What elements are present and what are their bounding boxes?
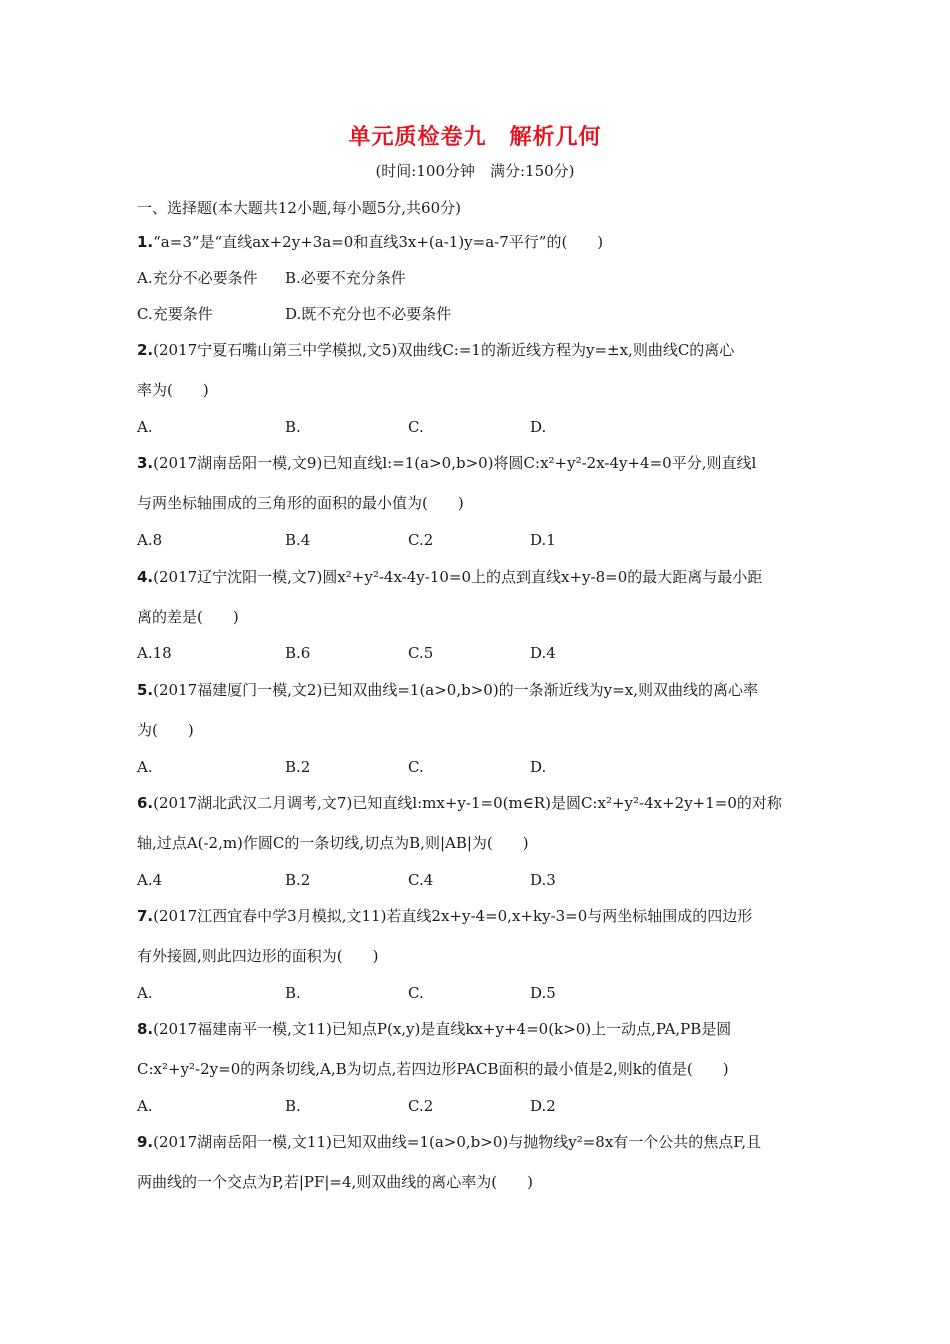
question-text: (2017辽宁沈阳一模,文7)圆x²+y²-4x-4y-10=0上的点到直线x+y-8=0的最大距离与最小距 [153, 568, 763, 586]
question-6-option-A[interactable]: A.4 [137, 871, 163, 889]
question-2-option-C[interactable]: C. [408, 418, 424, 436]
question-7-option-C[interactable]: C. [408, 984, 424, 1002]
question-1-line-1 [137, 232, 603, 252]
question-text: (2017福建厦门一模,文2)已知双曲线=1(a>0,b>0)的一条渐近线为y=x,则双曲线的离心率 [153, 681, 758, 699]
section-heading: 一、选择题(本大题共12小题,每小题5分,共60分) [137, 199, 461, 217]
question-text: 率为( ) [137, 381, 209, 399]
question-7-line-2 [137, 946, 378, 966]
question-5-option-D[interactable]: D. [530, 758, 547, 776]
question-1-option-A[interactable]: A.充分不必要条件 [137, 269, 258, 287]
question-3-line-1 [137, 453, 756, 473]
question-8-line-2 [137, 1059, 729, 1079]
question-text: 与两坐标轴围成的三角形的面积的最小值为( ) [137, 494, 464, 512]
question-3-option-C[interactable]: C.2 [408, 531, 434, 549]
question-6-line-1 [137, 793, 782, 813]
question-number: 7. [137, 907, 154, 925]
question-number: 4. [137, 568, 154, 586]
question-3-option-B[interactable]: B.4 [285, 531, 311, 549]
question-text: 离的差是( ) [137, 608, 239, 626]
question-7-option-D[interactable]: D.5 [530, 984, 556, 1002]
question-6-option-B[interactable]: B.2 [285, 871, 311, 889]
question-text: (2017江西宜春中学3月模拟,文11)若直线2x+y-4=0,x+ky-3=0与两坐标轴围成的四边形 [153, 907, 753, 925]
question-text: 为( ) [137, 721, 194, 739]
question-text: 两曲线的一个交点为P,若|PF|=4,则双曲线的离心率为( ) [137, 1173, 534, 1191]
question-7-option-A[interactable]: A. [137, 984, 153, 1002]
question-4-option-C[interactable]: C.5 [408, 644, 434, 662]
question-1-option-B[interactable]: B.必要不充分条件 [285, 269, 406, 287]
question-8-line-1 [137, 1019, 731, 1039]
question-1-option-D[interactable]: D.既不充分也不必要条件 [285, 305, 452, 323]
page-title: 单元质检卷九 解析几何 [348, 125, 602, 150]
question-6-option-C[interactable]: C.4 [408, 871, 434, 889]
question-4-line-1 [137, 567, 762, 587]
question-text: (2017湖南岳阳一模,文9)已知直线l:=1(a>0,b>0)将圆C:x²+y²-2x-4y+4=0平分,则直线l [153, 454, 757, 472]
question-7-line-1 [137, 906, 752, 926]
question-number: 9. [137, 1133, 154, 1151]
question-8-option-D[interactable]: D.2 [530, 1097, 556, 1115]
question-5-option-B[interactable]: B.2 [285, 758, 311, 776]
question-3-option-D[interactable]: D.1 [530, 531, 556, 549]
question-1-option-C[interactable]: C.充要条件 [137, 305, 213, 323]
question-text: (2017湖北武汉二月调考,文7)已知直线l:mx+y-1=0(m∈R)是圆C:x²+y²-4x+2y+1=0的对称 [153, 794, 782, 812]
question-2-line-1 [137, 340, 734, 360]
question-2-option-B[interactable]: B. [285, 418, 301, 436]
question-text: 有外接圆,则此四边形的面积为( ) [137, 947, 379, 965]
page-subtitle: (时间:100分钟 满分:150分) [375, 162, 575, 180]
question-text: (2017宁夏石嘴山第三中学模拟,文5)双曲线C:=1的渐近线方程为y=±x,则曲线C的离心 [153, 341, 735, 359]
question-2-option-D[interactable]: D. [530, 418, 547, 436]
question-number: 6. [137, 794, 154, 812]
question-2-line-2 [137, 380, 209, 400]
question-4-line-2 [137, 607, 239, 627]
question-number: 2. [137, 341, 154, 359]
question-5-option-C[interactable]: C. [408, 758, 424, 776]
question-text: C:x²+y²-2y=0的两条切线,A,B为切点,若四边形PACB面积的最小值是2,则k的值是( ) [137, 1060, 729, 1078]
question-8-option-C[interactable]: C.2 [408, 1097, 434, 1115]
question-4-option-D[interactable]: D.4 [530, 644, 556, 662]
question-7-option-B[interactable]: B. [285, 984, 301, 1002]
question-4-option-B[interactable]: B.6 [285, 644, 311, 662]
question-8-option-B[interactable]: B. [285, 1097, 301, 1115]
question-4-option-A[interactable]: A.18 [137, 644, 172, 662]
question-number: 5. [137, 681, 154, 699]
question-9-line-2 [137, 1172, 533, 1192]
question-3-option-A[interactable]: A.8 [137, 531, 163, 549]
question-text: (2017湖南岳阳一模,文11)已知双曲线=1(a>0,b>0)与抛物线y²=8x有一个公共的焦点F,且 [153, 1133, 762, 1151]
question-number: 3. [137, 454, 154, 472]
question-2-option-A[interactable]: A. [137, 418, 153, 436]
question-5-option-A[interactable]: A. [137, 758, 153, 776]
question-9-line-1 [137, 1132, 761, 1152]
question-8-option-A[interactable]: A. [137, 1097, 153, 1115]
question-text: (2017福建南平一模,文11)已知点P(x,y)是直线kx+y+4=0(k>0)上一动点,PA,PB是圆 [153, 1020, 732, 1038]
question-3-line-2 [137, 493, 464, 513]
question-5-line-2 [137, 720, 194, 740]
question-number: 1. [137, 233, 154, 251]
question-6-line-2 [137, 833, 529, 853]
question-5-line-1 [137, 680, 758, 700]
question-number: 8. [137, 1020, 154, 1038]
question-text: “a=3”是“直线ax+2y+3a=0和直线3x+(a-1)y=a-7平行”的( ) [153, 233, 604, 251]
question-text: 轴,过点A(-2,m)作圆C的一条切线,切点为B,则|AB|为( ) [137, 834, 529, 852]
question-6-option-D[interactable]: D.3 [530, 871, 556, 889]
